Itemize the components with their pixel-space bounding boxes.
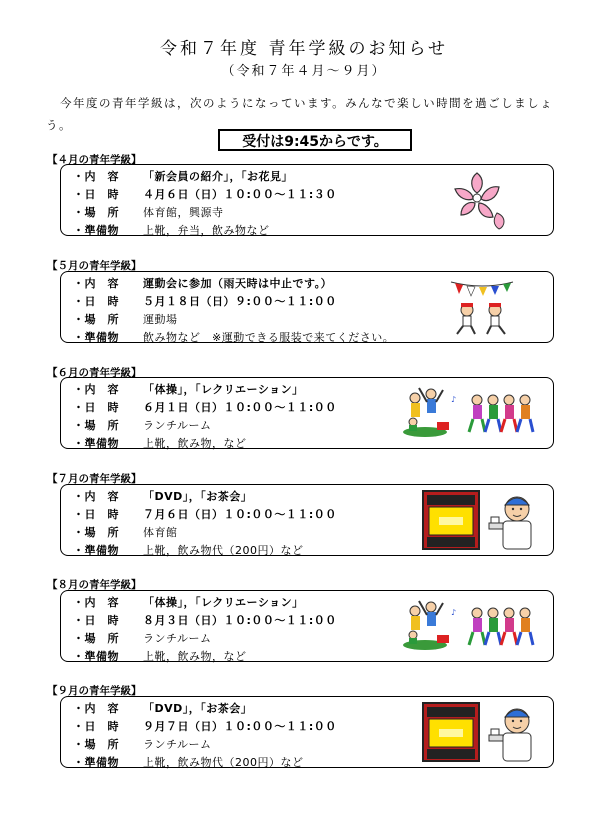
datetime-label: ・日 時 [73,720,119,733]
place-row [73,203,224,221]
datetime-value: ８月３日（日）１０:００～１１:００ [143,614,337,627]
content-row [73,593,304,611]
place-value: ランチルーム [143,632,212,645]
datetime-row [73,398,337,416]
content-value: 「DVD」，「お茶会」 [143,490,253,503]
content-value: 「DVD」，「お茶会」 [143,702,253,715]
content-row [73,380,304,398]
content-label: ・内 容 [73,702,119,715]
page-title: 令和７年度 青年学級のお知らせ [160,39,448,59]
items-value: 飲み物など ※運動できる服装で来てください。 [143,331,395,344]
exercise-illustration [401,384,541,444]
place-label: ・場 所 [73,313,119,326]
content-value: 運動会に参加（雨天時は中止です。） [143,277,333,290]
place-value: ランチルーム [143,419,212,432]
place-label: ・場 所 [73,632,119,645]
content-value: 「体操」，「レクリエーション」 [143,383,304,396]
datetime-row [73,611,337,629]
content-label: ・内 容 [73,277,119,290]
place-value: 運動場 [143,313,178,326]
month-card [60,696,554,768]
place-label: ・場 所 [73,419,119,432]
month-label: 【４月の青年学級】 [47,154,142,166]
dvd-tea-icon [419,489,539,551]
content-label: ・内 容 [73,383,119,396]
datetime-label: ・日 時 [73,614,119,627]
content-row [73,699,252,717]
dvd-tea-icon [419,701,539,763]
content-value: 「体操」，「レクリエーション」 [143,596,304,609]
items-label: ・準備物 [73,650,119,663]
items-label: ・準備物 [73,544,119,557]
datetime-row [73,292,337,310]
items-row [73,541,304,559]
items-value: 上靴，飲み物代（200円）など [143,756,304,769]
month-label: 【５月の青年学級】 [47,260,142,272]
place-row [73,629,211,647]
exercise-icon [401,597,541,653]
place-value: 体育館，興源寺 [143,206,224,219]
items-row [73,434,247,452]
items-value: 上靴，飲み物，など [143,650,247,663]
place-label: ・場 所 [73,526,119,539]
month-card [60,590,554,662]
exercise-icon [401,384,541,440]
content-row [73,274,332,292]
place-label: ・場 所 [73,738,119,751]
items-value: 上靴，飲み物，など [143,437,247,450]
datetime-value: ７月６日（日）１０:００～１１:００ [143,508,337,521]
content-row [73,167,293,185]
datetime-label: ・日 時 [73,295,119,308]
dvd-tea-illustration [419,489,539,555]
cherry-blossom-icon [449,169,511,231]
items-label: ・準備物 [73,756,119,769]
month-label: 【６月の青年学級】 [47,367,142,379]
place-row [73,310,178,328]
dvd-tea-illustration [419,701,539,767]
month-label: 【９月の青年学級】 [47,685,142,697]
content-label: ・内 容 [73,596,119,609]
datetime-value: ６月１日（日）１０:００～１１:００ [143,401,337,414]
datetime-label: ・日 時 [73,401,119,414]
place-value: ランチルーム [143,738,212,751]
sports-day-illustration [449,276,515,340]
datetime-label: ・日 時 [73,188,119,201]
content-label: ・内 容 [73,490,119,503]
items-row [73,753,304,771]
month-card [60,271,554,343]
svg-text:♪: ♪ [451,608,457,617]
items-row [73,328,394,346]
month-card [60,377,554,449]
datetime-row [73,717,337,735]
items-row [73,221,270,239]
month-card [60,164,554,236]
datetime-value: ９月７日（日）１０:００～１１:００ [143,720,337,733]
reception-notice: 受付は9:45からです。 [218,129,412,151]
datetime-value: ４月６日（日）１０:００～１１:３０ [143,188,337,201]
cherry-blossom-illustration [449,169,511,235]
place-value: 体育館 [143,526,178,539]
items-label: ・準備物 [73,437,119,450]
items-label: ・準備物 [73,331,119,344]
datetime-row [73,505,337,523]
items-value: 上靴，飲み物代（200円）など [143,544,304,557]
month-label: 【７月の青年学級】 [47,473,142,485]
datetime-value: ５月１８日（日）９:００～１１:００ [143,295,337,308]
content-value: 「新会員の紹介」，「お花見」 [143,170,293,183]
place-row [73,523,178,541]
datetime-row [73,185,337,203]
svg-text:♪: ♪ [451,395,457,404]
sports-day-icon [449,276,515,336]
datetime-label: ・日 時 [73,508,119,521]
items-row [73,647,247,665]
items-label: ・準備物 [73,224,119,237]
place-row [73,735,211,753]
place-row [73,416,211,434]
content-row [73,487,252,505]
items-value: 上靴，弁当，飲み物など [143,224,270,237]
exercise-illustration [401,597,541,657]
content-label: ・内 容 [73,170,119,183]
month-card [60,484,554,556]
month-label: 【８月の青年学級】 [47,579,142,591]
intro-text: 今年度の青年学級は，次のようになっています。みんなで楽しい時間を過ごしましょう。 [46,96,554,132]
place-label: ・場 所 [73,206,119,219]
page-subtitle: （令和７年４月～９月） [221,64,387,79]
